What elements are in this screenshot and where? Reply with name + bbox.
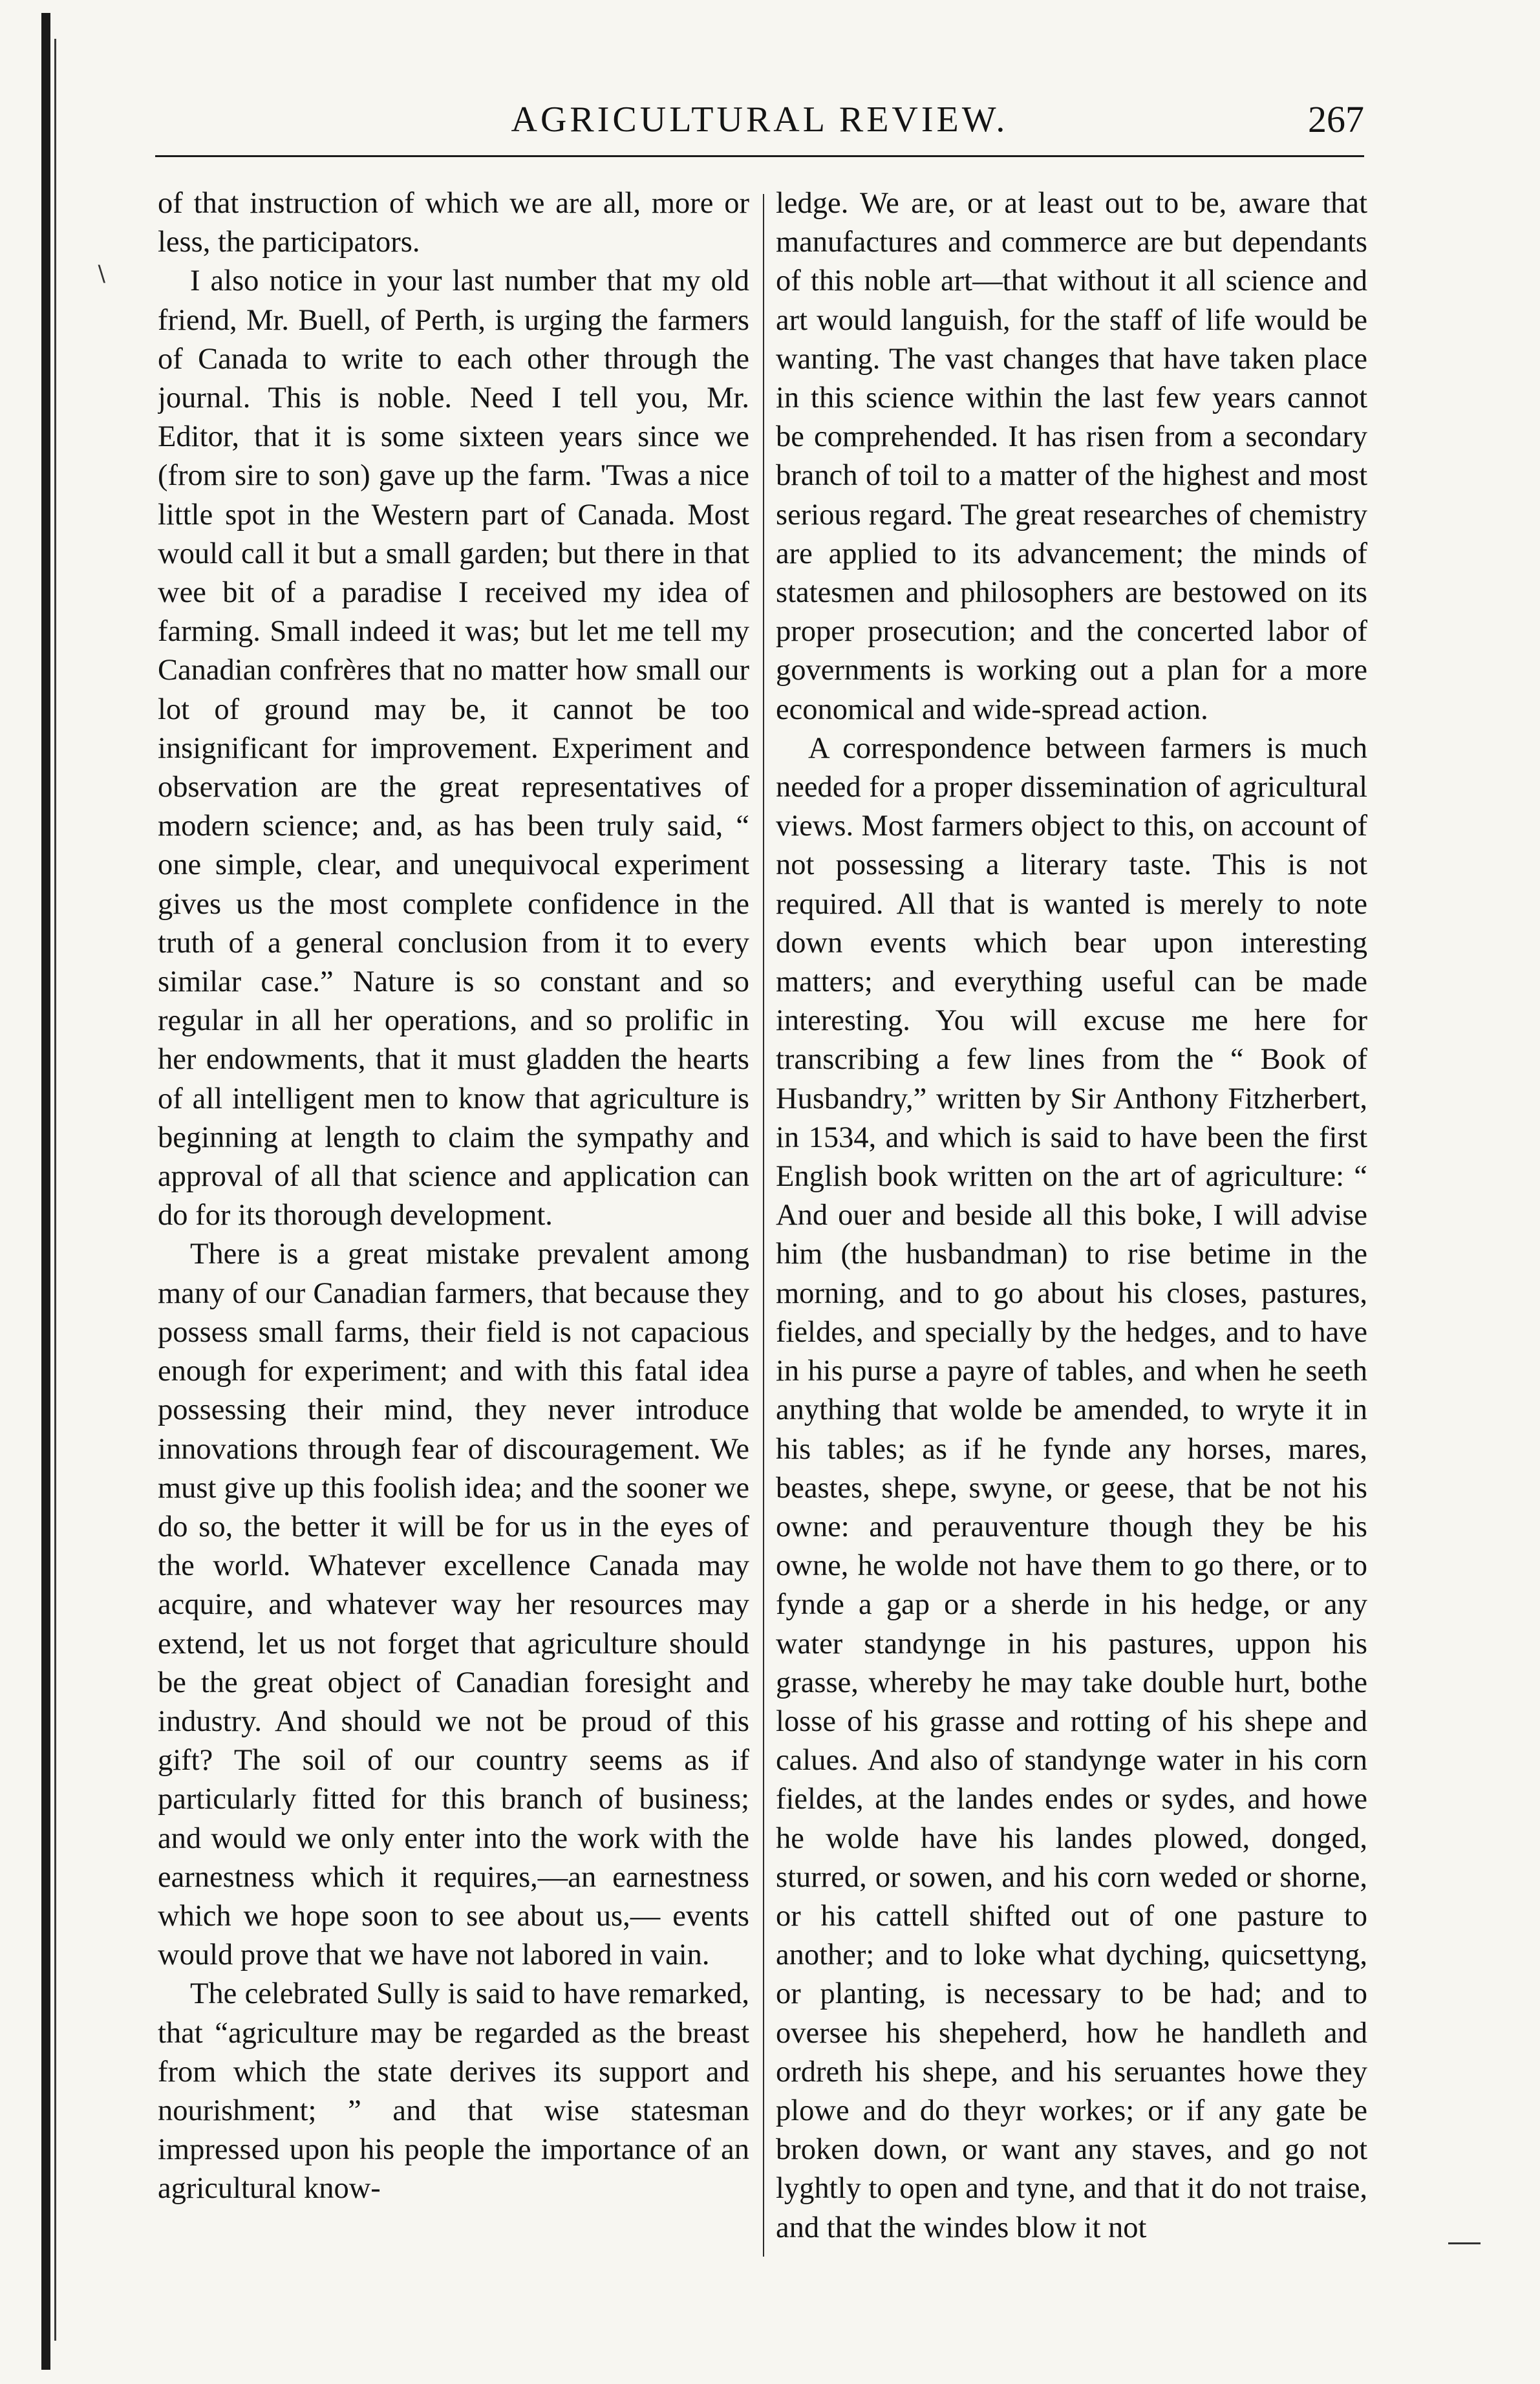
binding-edge [41,13,50,2370]
page-number: 267 [1308,98,1364,140]
right-column [776,184,1367,2305]
header-rule [155,155,1364,157]
margin-mark: ∖ [94,263,108,287]
running-title: AGRICULTURAL REVIEW. [511,100,1009,140]
left-column [158,184,749,2305]
footer-mark [1448,2239,1481,2244]
column-divider [763,194,764,2257]
paragraph: of that instruction of which we are all, more or less, the participators. [158,187,749,259]
paragraph: There is a great mistake prevalent among many of our Canadian farmers, that because they possess small farms, their field is not capacious enough for experiment; and with this fatal idea possessing their mind, they never introduce innovations through fear of discouragement. We must give up this foolish idea; and the sooner we do so, the better it will be for us in the eyes of the world. Whatever excellence Canada may acquire, and whatever way her resources may extend, let us not forget that agriculture should be the great object of Canadian foresight and industry. And should we not be proud of this gift? The soil of our country seems as if particularly fitted for this branch of business; and would we only enter into the work with the earnestness which it requires,—an earnestness which we hope soon to see about us,— events would prove that we have not labored in vain. [158,1238,749,1972]
paragraph: ledge. We are, or at least out to be, aware that manufactures and commerce are but dependants of this noble art—that without it all science and art would languish, for the staff of life would be wanting. The vast changes that have taken place in this science within the last few years cannot be comprehended. It has risen from a secondary branch of toil to a matter of the highest and most serious regard. The great researches of chemistry are applied to its advancement; the minds of statesmen and philosophers are bestowed on its proper prosecution; and the concerted labor of governments is working out a plan for a more economical and wide-spread action. [776,187,1367,726]
paragraph: I also notice in your last number that my old friend, Mr. Buell, of Perth, is urging the farmers of Canada to write to each other through the journal. This is noble. Need I tell you, Mr. Editor, that it is some sixteen years since we (from sire to son) gave up the farm. 'Twas a nice little spot in the Western part of Canada. Most would call it but a small garden; but there in that wee bit of a paradise I received my idea of farming. Small indeed it was; but let me tell my Canadian confrères that no matter how small our lot of ground may be, it cannot be too insignificant for improvement. Experiment and observation are the great representatives of modern science; and, as has been truly said, “ one simple, clear, and unequivocal experiment gives us the most complete confidence in the truth of a general conclusion from it to every similar case.” Nature is so constant and so regular in all her operations, and so prolific in her endowments, that it must gladden the hearts of all intelligent men to know that agriculture is beginning at length to claim the sympathy and approval of all that science and application can do for its thorough development. [158,264,749,1232]
page-header [155,91,1364,149]
binding-edge-line [54,39,56,2341]
paragraph: A correspondence between farmers is much needed for a proper dissemination of agricultural views. Most farmers object to this, on account of not possessing a literary taste. This is not required. All that is wanted is merely to note down events which bear upon interesting matters; and everything useful can be made interesting. You will excuse me here for transcribing a few lines from the “ Book of Husbandry,” written by Sir Anthony Fitzherbert, in 1534, and which is said to have been the first English book written on the art of agriculture: “ And ouer and beside all this boke, I will advise him (the husbandman) to rise betime in the morning, and to go about his closes, pastures, fieldes, and specially by the hedges, and to have in his purse a payre of tables, and when he seeth anything that wolde be amended, to wryte it in his tables; as if he fynde any horses, mares, beastes, shepe, swyne, or geese, that be not his owne: and perauventure though they be his owne, he wolde not have them to go there, or to fynde a gap or a sherde in his hedge, or any water standynge in his pastures, uppon his grasse, whereby he may take double hurt, bothe losse of his grasse and rotting of his shepe and calues. And also of standynge water in his corn fieldes, at the landes endes or sydes, and howe he wolde have his landes plowed, donged, sturred, or sowen, and his corn weded or shorne, or his cattell shifted out of one pasture to another; and to loke what dyching, quicsettyng, or planting, is necessary to be had; and to oversee his shepeherd, how he handleth and ordreth his shepe, and his seruantes howe they plowe and do theyr workes; or if any gate be broken down, or want any staves, and go not lyghtly to open and tyne, and that it do not traise, and that the windes blow it not [776,731,1367,2244]
paragraph: The celebrated Sully is said to have remarked, that “agriculture may be regarded as the breast from which the state derives its support and nourishment; ” and that wise statesman impressed upon his people the importance of an agricultural know- [158,1977,749,2206]
